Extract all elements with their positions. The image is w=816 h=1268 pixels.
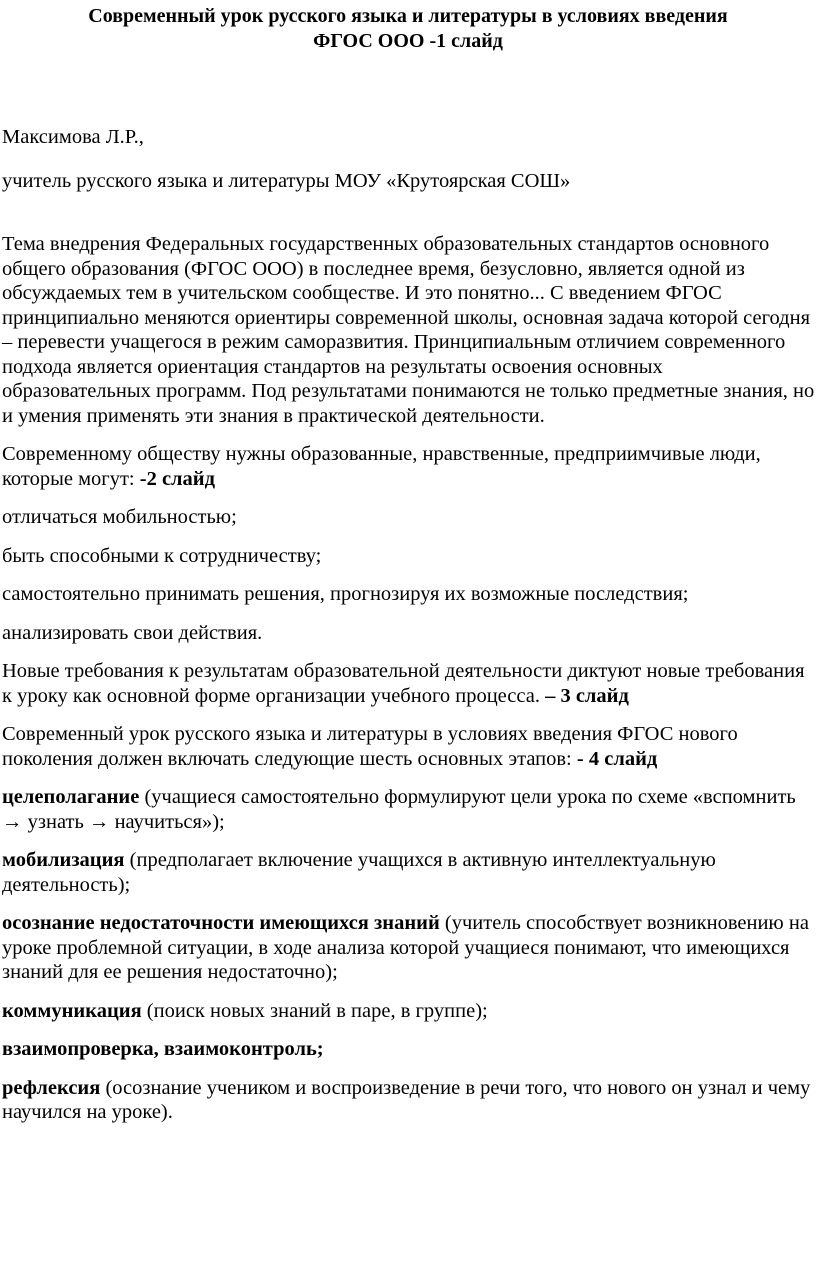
modern-lesson-paragraph bbox=[0, 722, 816, 771]
stage-desc: (поиск новых знаний в паре, в группе); bbox=[141, 999, 488, 1022]
slide-marker-2: -2 слайд bbox=[139, 467, 215, 490]
document-title bbox=[0, 4, 816, 54]
stage-term: целеполагание bbox=[2, 786, 140, 808]
ability-item: анализировать свои действия. bbox=[2, 621, 263, 644]
stage-term: мобилизация bbox=[2, 849, 125, 871]
modern-lesson-text: Современный урок русского языка и литературы в условиях введения ФГОС нового поколения должен включать следующие шесть основных этапов: bbox=[2, 723, 738, 770]
intro-paragraph: Тема внедрения Федеральных государственных образовательных стандартов основного общего образования (ФГОС ООО) в последнее время, безусловно, является одной из обсуждаемых тем в учительском сообществе. И это понятно... С введением ФГОС принципиально меняются ориентиры современной школы, основная задача которой сегодня – перевести учащегося в режим саморазвития. Принципиальным отличием современного подхода является ориентация стандартов на результаты освоения основных образовательных программ. Под результатами понимаются не только предметные знания, но и умения применять эти знания в практической деятельности. bbox=[2, 233, 815, 427]
requirements-paragraph bbox=[0, 659, 816, 708]
stage-desc: (учащиеся самостоятельно формулируют цели урока по схеме «вспомнить → узнать → научиться»); bbox=[2, 786, 796, 833]
stage-term: осознание недостаточности имеющихся знаний bbox=[2, 912, 440, 934]
stage-item bbox=[0, 911, 816, 985]
stage-term: рефлексия bbox=[2, 1076, 101, 1099]
stage-term: коммуникация bbox=[2, 999, 142, 1022]
author-position: учитель русского языка и литературы МОУ «Крутоярская СОШ» bbox=[2, 169, 571, 192]
slide-marker-4: - 4 слайд bbox=[576, 747, 658, 770]
stage-item bbox=[0, 999, 816, 1024]
stage-item bbox=[0, 848, 816, 897]
slide-marker-3: – 3 слайд bbox=[545, 684, 629, 707]
society-text: Современному обществу нужны образованные, нравственные, предприимчивые люди, которые могут: bbox=[2, 443, 761, 490]
title-line-2: ФГОС ООО -1 слайд bbox=[313, 30, 503, 52]
stage-item bbox=[0, 1076, 816, 1125]
title-line-1: Современный урок русского языка и литературы в условиях введения bbox=[88, 5, 728, 27]
society-paragraph bbox=[0, 442, 816, 491]
ability-item: отличаться мобильностью; bbox=[2, 506, 237, 528]
stage-item bbox=[0, 785, 816, 834]
stage-item bbox=[0, 1037, 816, 1062]
requirements-text: Новые требования к результатам образовательной деятельности диктуют новые требования к уроку как основной форме организации учебного процесса. bbox=[2, 660, 805, 707]
author-name: Максимова Л.Р., bbox=[2, 126, 144, 148]
stage-desc: (предполагает включение учащихся в активную интеллектуальную деятельность); bbox=[2, 849, 716, 896]
ability-item: быть способными к сотрудничеству; bbox=[2, 544, 322, 567]
ability-item: самостоятельно принимать решения, прогнозируя их возможные последствия; bbox=[2, 583, 689, 605]
stage-desc: (осознание учеником и воспроизведение в речи того, что нового он узнал и чему научился на уроке). bbox=[2, 1076, 811, 1123]
stage-desc: (учитель способствует возникновению на уроке проблемной ситуации, в ходе анализа которой учащиеся понимают, что имеющихся знаний для ее решения недостаточно); bbox=[2, 912, 809, 983]
stage-term: взаимопроверка, взаимоконтроль; bbox=[2, 1038, 324, 1060]
